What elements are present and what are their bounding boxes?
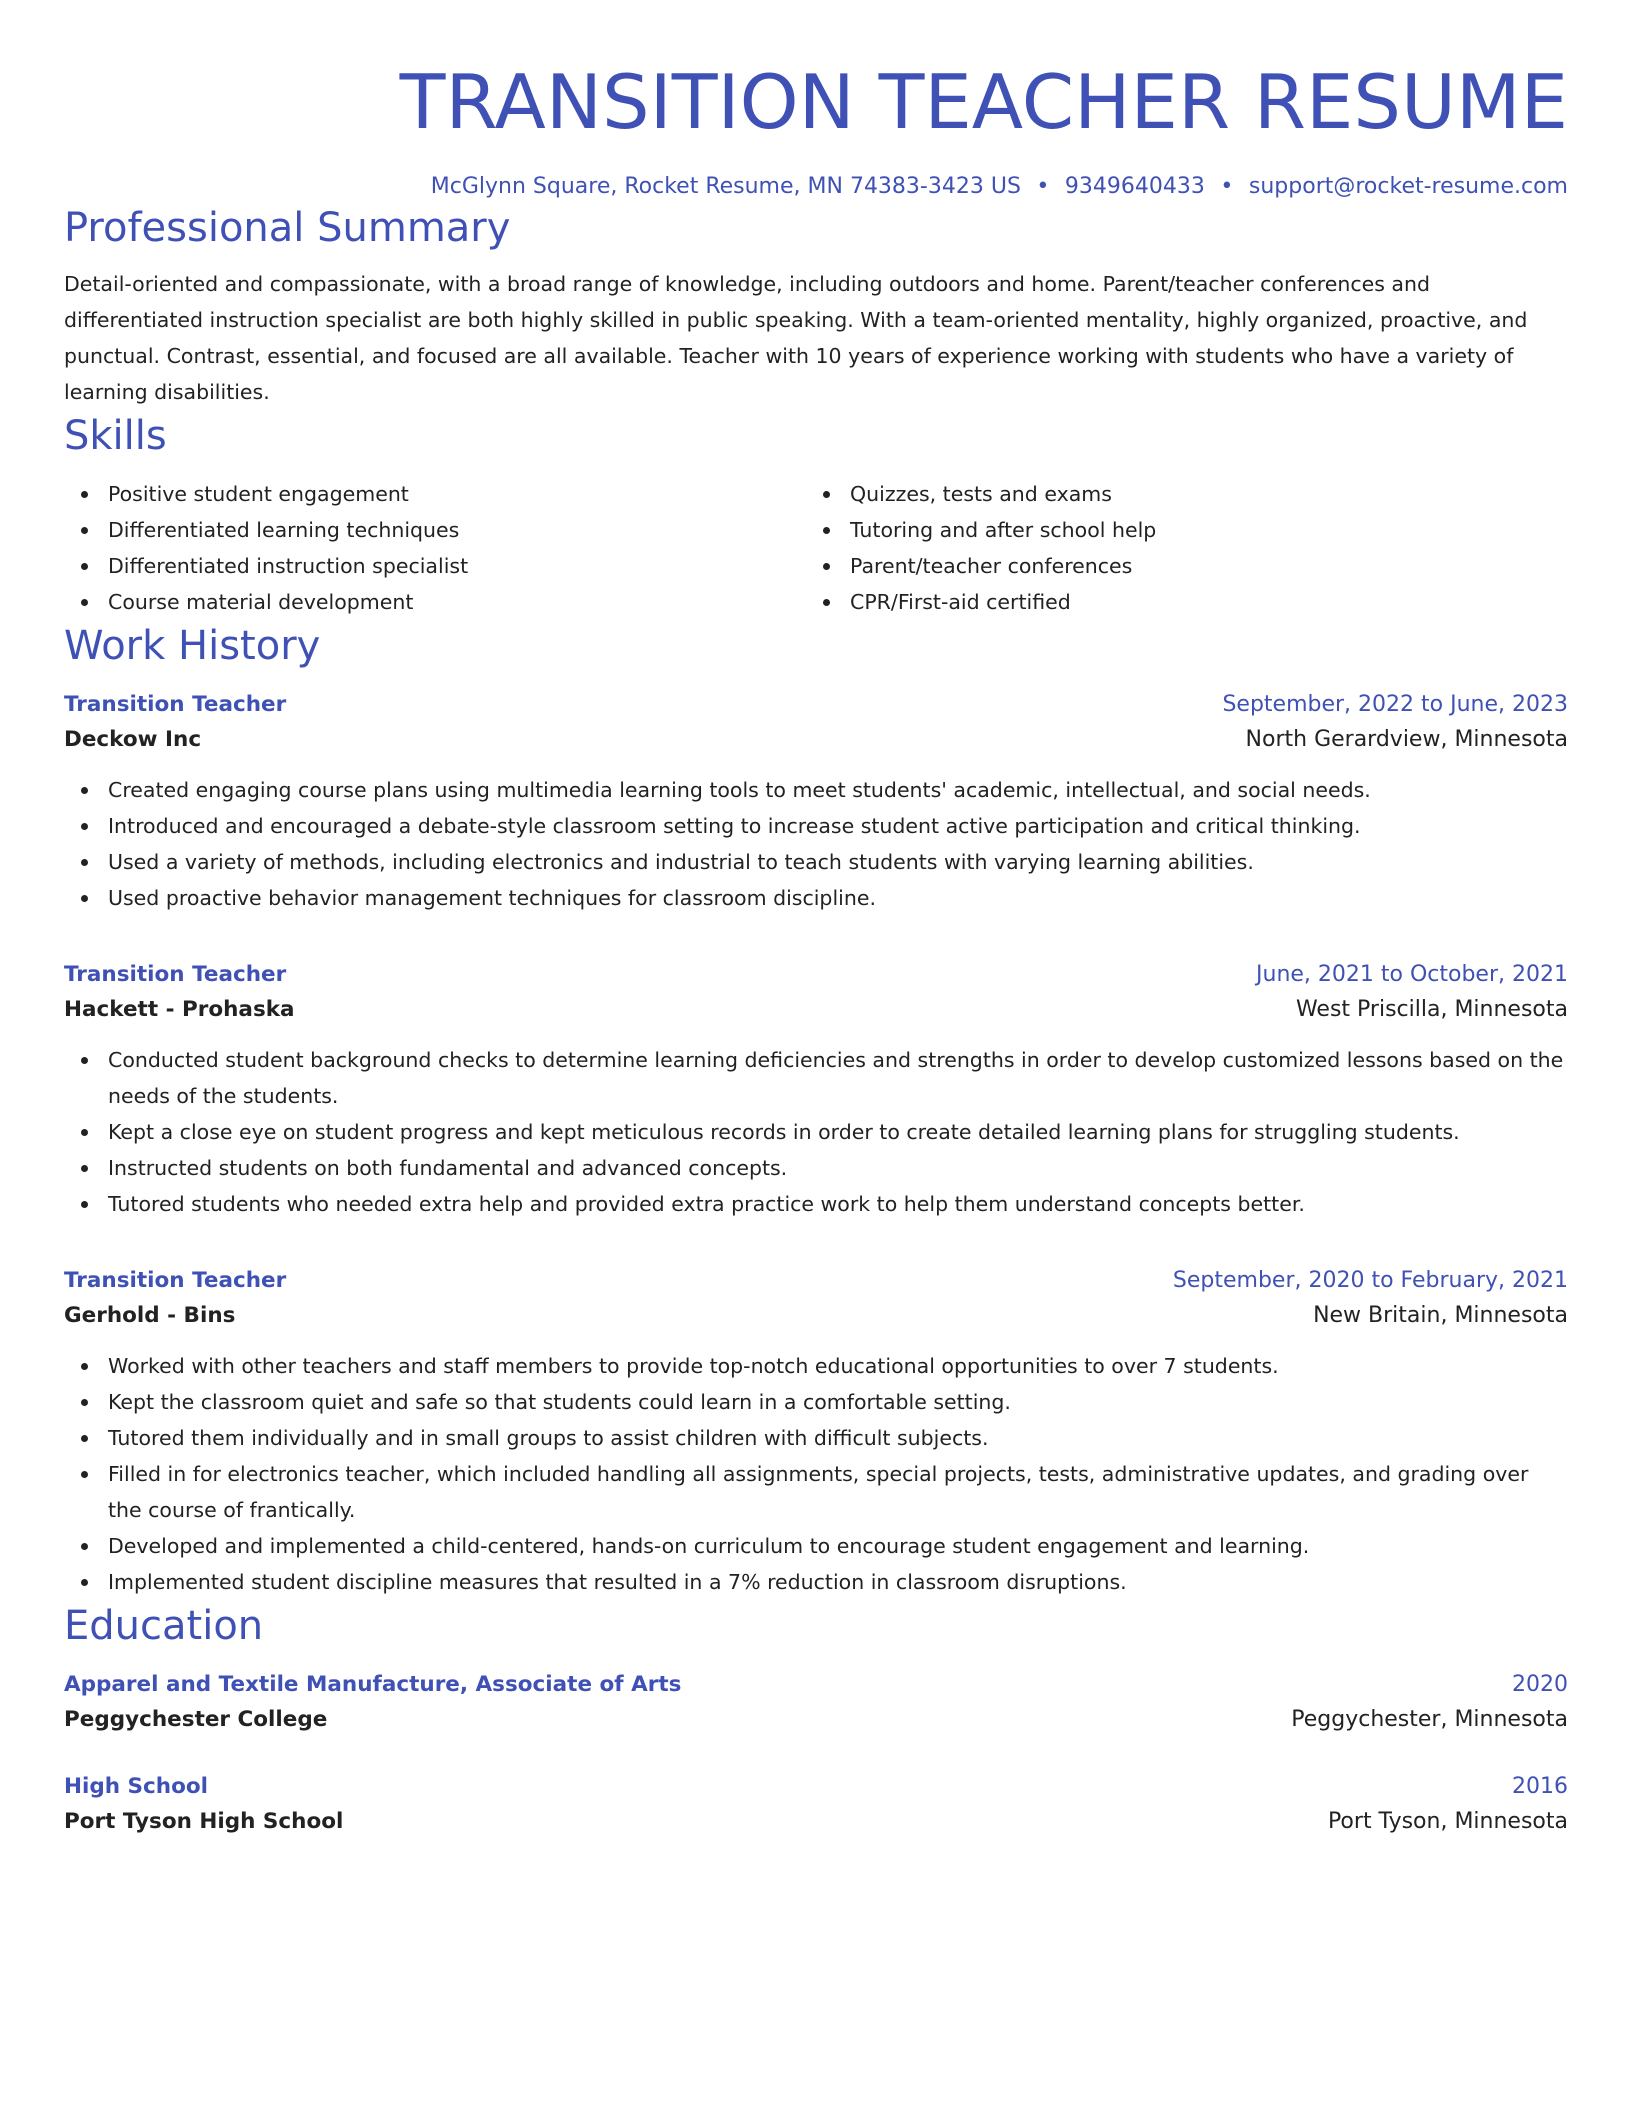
education-school-row (64, 1804, 1568, 1840)
job-dates: September, 2020 to February, 2021 (1172, 1268, 1568, 1293)
job-entry (64, 958, 1568, 1222)
job-bullets (64, 1348, 1568, 1600)
job-company: Gerhold - Bins (64, 1303, 236, 1328)
work-history-heading: Work History (64, 623, 321, 669)
education-school: Port Tyson High School (64, 1809, 344, 1834)
job-entry (64, 1264, 1568, 1600)
skill-item: Positive student engagement (64, 476, 806, 512)
job-header-row (64, 1264, 1568, 1298)
job-bullet: Used proactive behavior management techniques for classroom discipline. (64, 880, 1568, 916)
resume-title: TRANSITION TEACHER RESUME (399, 58, 1568, 146)
resume-page (64, 56, 1568, 1840)
job-bullet: Instructed students on both fundamental and advanced concepts. (64, 1150, 1568, 1186)
contact-email[interactable]: support@rocket-resume.com (1248, 174, 1568, 199)
skills-grid (64, 476, 1568, 620)
education-year: 2016 (1512, 1774, 1568, 1799)
skill-item: CPR/First-aid certified (806, 584, 1548, 620)
job-role: Transition Teacher (64, 1268, 287, 1293)
job-role: Transition Teacher (64, 962, 287, 987)
job-entry (64, 688, 1568, 916)
skill-item: Differentiated instruction specialist (64, 548, 806, 584)
education-degree: Apparel and Textile Manufacture, Associate of Arts (64, 1672, 682, 1697)
education-header-row (64, 1770, 1568, 1804)
summary-heading: Professional Summary (64, 205, 511, 251)
education-heading: Education (64, 1603, 264, 1649)
skills-column-left (64, 476, 806, 620)
education-school-row (64, 1702, 1568, 1738)
job-dates: June, 2021 to October, 2021 (1256, 962, 1568, 987)
job-bullet: Kept the classroom quiet and safe so that students could learn in a comfortable setting. (64, 1384, 1568, 1420)
job-company: Hackett - Prohaska (64, 997, 295, 1022)
job-bullets (64, 772, 1568, 916)
job-bullet: Tutored students who needed extra help and provided extra practice work to help them understand concepts better. (64, 1186, 1568, 1222)
contact-separator: • (1036, 174, 1050, 199)
job-role: Transition Teacher (64, 692, 287, 717)
job-location: West Priscilla, Minnesota (1295, 997, 1568, 1022)
education-school: Peggychester College (64, 1707, 328, 1732)
job-bullet: Tutored them individually and in small groups to assist children with difficult subjects. (64, 1420, 1568, 1456)
contact-separator: • (1220, 174, 1234, 199)
job-bullet: Filled in for electronics teacher, which included handling all assignments, special projects, tests, administrative updates, and grading over the course of frantically. (64, 1456, 1568, 1528)
job-header-row (64, 688, 1568, 722)
education-year: 2020 (1512, 1672, 1568, 1697)
skill-item: Quizzes, tests and exams (806, 476, 1548, 512)
skills-column-right (806, 476, 1548, 620)
job-company-row (64, 1298, 1568, 1334)
skill-item: Parent/teacher conferences (806, 548, 1548, 584)
job-location: New Britain, Minnesota (1313, 1303, 1568, 1328)
contact-address: McGlynn Square, Rocket Resume, MN 74383-3423 US (430, 174, 1021, 199)
skill-item: Course material development (64, 584, 806, 620)
education-degree: High School (64, 1774, 208, 1799)
skill-item: Tutoring and after school help (806, 512, 1548, 548)
education-location: Port Tyson, Minnesota (1327, 1809, 1568, 1834)
contact-line (64, 172, 1568, 202)
job-bullets (64, 1042, 1568, 1222)
job-bullet: Developed and implemented a child-centered, hands-on curriculum to encourage student engagement and learning. (64, 1528, 1568, 1564)
summary-text: Detail-oriented and compassionate, with a broad range of knowledge, including outdoors and home. Parent/teacher conferences and differentiated instruction specialist are both highly skilled in public speaking. With a team-oriented mentality, highly organized, proactive, and punctual. Contrast, essential, and focused are all available. Teacher with 10 years of experience working with students who have a variety of learning disabilities. (64, 272, 1528, 404)
job-bullet: Created engaging course plans using multimedia learning tools to meet students' academic, intellectual, and social needs. (64, 772, 1568, 808)
education-entry (64, 1668, 1568, 1738)
skills-list (806, 476, 1548, 620)
education-entry (64, 1770, 1568, 1840)
job-company-row (64, 992, 1568, 1028)
skill-item: Differentiated learning techniques (64, 512, 806, 548)
job-bullet: Used a variety of methods, including electronics and industrial to teach students with varying learning abilities. (64, 844, 1568, 880)
job-bullet: Worked with other teachers and staff members to provide top-notch educational opportunities to over 7 students. (64, 1348, 1568, 1384)
job-dates: September, 2022 to June, 2023 (1222, 692, 1568, 717)
job-bullet: Introduced and encouraged a debate-style classroom setting to increase student active participation and critical thinking. (64, 808, 1568, 844)
job-location: North Gerardview, Minnesota (1245, 727, 1568, 752)
job-bullet: Conducted student background checks to determine learning deficiencies and strengths in order to develop customized lessons based on the needs of the students. (64, 1042, 1568, 1114)
education-location: Peggychester, Minnesota (1291, 1707, 1568, 1732)
skills-heading: Skills (64, 413, 167, 459)
job-bullet: Kept a close eye on student progress and kept meticulous records in order to create detailed learning plans for struggling students. (64, 1114, 1568, 1150)
education-header-row (64, 1668, 1568, 1702)
contact-phone: 9349640433 (1064, 174, 1205, 199)
skills-list (64, 476, 806, 620)
job-company: Deckow Inc (64, 727, 202, 752)
job-header-row (64, 958, 1568, 992)
job-company-row (64, 722, 1568, 758)
job-bullet: Implemented student discipline measures that resulted in a 7% reduction in classroom disruptions. (64, 1564, 1568, 1600)
